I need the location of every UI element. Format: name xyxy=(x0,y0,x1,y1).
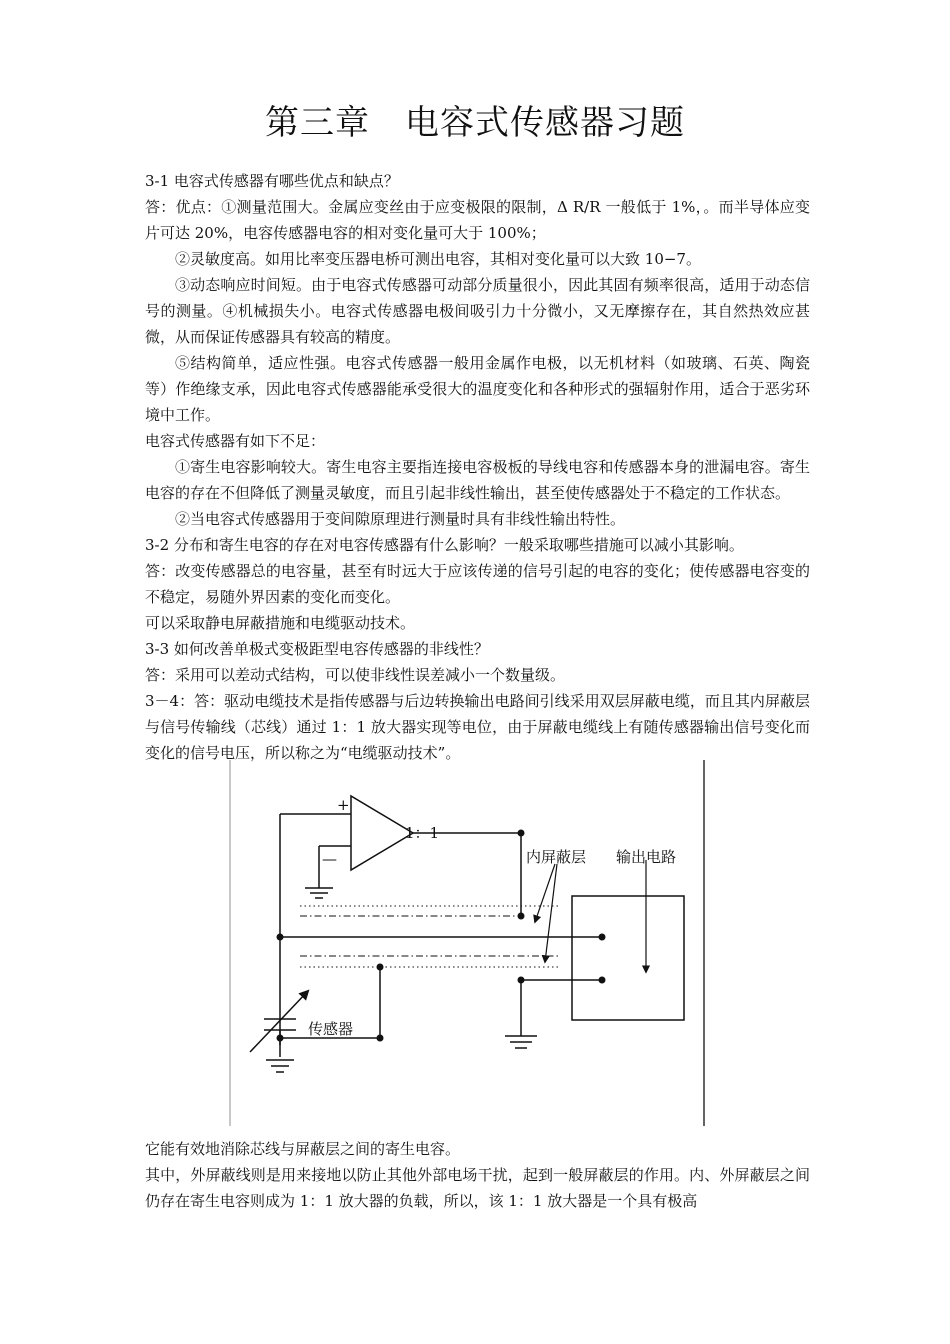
answer-3-1-advantage-1: 答：优点：①测量范围大。金属应变丝由于应变极限的限制，Δ R/R 一般低于 1%，。而半导体应变片可达 20%，电容传感器电容的相对变化量可大于 100%； xyxy=(145,198,810,242)
answer-3-4: 3－4：答：驱动电缆技术是指传感器与后边转换输出电路间引线采用双层屏蔽电缆，而且其内屏蔽层与信号传输线（芯线）通过 1：1 放大器实现等电位，由于屏蔽电缆线上有随传感器输出信号变化而变化的信号电压，所以称之为“电缆驱动技术”。 xyxy=(145,692,810,762)
amplifier-ratio-label: 1：1 xyxy=(405,824,440,842)
inner-shield-label: 内屏蔽层 xyxy=(526,848,587,866)
answer-3-1-advantage-2: ②灵敏度高。如用比率变压器电桥可测出电容，其相对变化量可以大致 10−7。 xyxy=(175,250,701,268)
sensor-label: 传感器 xyxy=(308,1020,354,1038)
question-3-3: 3-3 如何改善单极式变极距型电容传感器的非线性？ xyxy=(145,640,489,658)
minus-sign: — xyxy=(322,850,337,868)
body-text-continued xyxy=(145,1136,810,1214)
cable-drive-circuit-diagram xyxy=(228,760,708,1126)
answer-3-3: 答：采用可以差动式结构，可以使非线性误差减小一个数量级。 xyxy=(145,666,566,684)
paragraph-outer-shield: 其中，外屏蔽线则是用来接地以防止其他外部电场干扰，起到一般屏蔽层的作用。内、外屏蔽层之间仍存在寄生电容则成为 1：1 放大器的负载，所以，该 1：1 放大器是一个具有极高 xyxy=(145,1166,810,1210)
answer-3-2-measures: 可以采取静电屏蔽措施和电缆驱动技术。 xyxy=(145,614,416,632)
body-text xyxy=(145,168,810,766)
answer-3-1-advantage-3-4: ③动态响应时间短。由于电容式传感器可动部分质量很小，因此其固有频率很高，适用于动态信号的测量。④机械损失小。电容式传感器电极间吸引力十分微小，又无摩擦存在，其自然热效应甚微，从而保证传感器具有较高的精度。 xyxy=(145,276,810,346)
plus-sign: + xyxy=(337,796,350,814)
amplifier-symbol xyxy=(351,796,413,870)
output-circuit-box xyxy=(572,896,684,1020)
answer-3-2: 答：改变传感器总的电容量，甚至有时远大于应该传递的信号引起的电容的变化；使传感器电容变的不稳定，易随外界因素的变化而变化。 xyxy=(145,562,810,606)
question-3-2: 3-2 分布和寄生电容的存在对电容传感器有什么影响？一般采取哪些措施可以减小其影响。 xyxy=(145,536,744,554)
disadvantage-2: ②当电容式传感器用于变间隙原理进行测量时具有非线性输出特性。 xyxy=(175,510,626,528)
paragraph-parasitic-removal: 它能有效地消除芯线与屏蔽层之间的寄生电容。 xyxy=(145,1140,461,1158)
disadvantage-heading: 电容式传感器有如下不足： xyxy=(145,432,326,450)
question-3-1: 3-1 电容式传感器有哪些优点和缺点？ xyxy=(145,172,399,190)
answer-3-1-advantage-5: ⑤结构简单，适应性强。电容式传感器一般用金属作电极，以无机材料（如玻璃、石英、陶瓷等）作绝缘支承，因此电容式传感器能承受很大的温度变化和各种形式的强辐射作用，适合于恶劣环境中工作。 xyxy=(145,354,810,424)
disadvantage-1: ①寄生电容影响较大。寄生电容主要指连接电容极板的导线电容和传感器本身的泄漏电容。寄生电容的存在不但降低了测量灵敏度，而且引起非线性输出，甚至使传感器处于不稳定的工作状态。 xyxy=(145,458,810,502)
output-circuit-label: 输出电路 xyxy=(616,848,677,866)
page-title: 第三章 电容式传感器习题 xyxy=(265,103,685,143)
